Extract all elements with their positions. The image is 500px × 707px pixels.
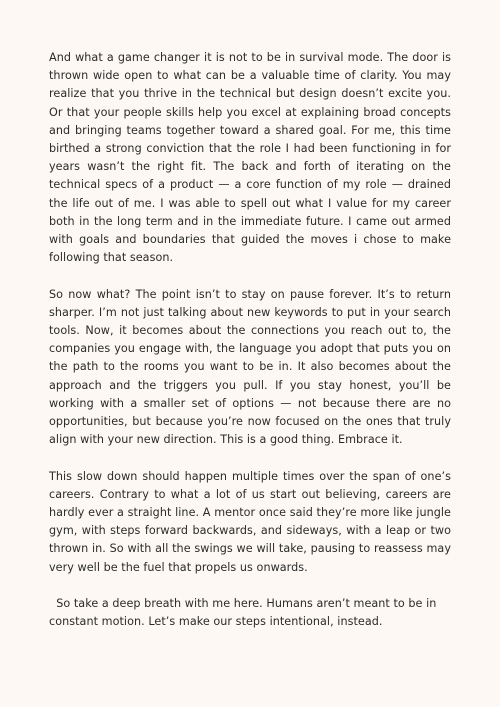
paragraph-return-sharper: So now what? The point isn’t to stay on pause forever. It’s to return sharper. I’m not just talking about new keywords to put in your search tools. Now, it becomes about the connections you reach out to, the companies you engage with, the language you adopt that puts you on the path to the rooms you want to be in. It also becomes about the approach and the triggers you pull. If you stay honest, you’ll be working with a smaller set of options — not because there are no opportunities, but because you’re now focused on the ones that truly align with your new direction. This is a good thing. Embrace it.	[49, 287, 451, 447]
paragraph-survival-mode: And what a game changer it is not to be in survival mode. The door is thrown wide open to what can be a valuable time of clarity. You may realize that you thrive in the technical but design doesn’t excite you. Or that your people skills help you excel at explaining broad concepts and bringing teams together toward a shared goal. For me, this time birthed a strong conviction that the role I had been functioning in for years wasn’t the right fit. The back and forth of iterating on the technical specs of a product — a core function of my role — drained the life out of me. I was able to spell out what I value for my career both in the long term and in the immediate future. I came out armed with goals and boundaries that guided the moves i chose to make following that season.	[49, 51, 451, 265]
document-body	[49, 49, 451, 650]
paragraph-slow-down: This slow down should happen multiple times over the span of one’s careers. Contrary to what a lot of us start out believing, careers are hardly ever a straight line. A mentor once said they’re more like jungle gym, with steps forward backwards, and sideways, with a leap or two thrown in. So with all the swings we will take, pausing to reassess may very well be the fuel that propels us onwards.	[49, 469, 451, 574]
paragraph-deep-breath: So take a deep breath with me here. Humans aren’t meant to be in constant motion. Let’s make our steps intentional, instead.	[49, 597, 437, 629]
